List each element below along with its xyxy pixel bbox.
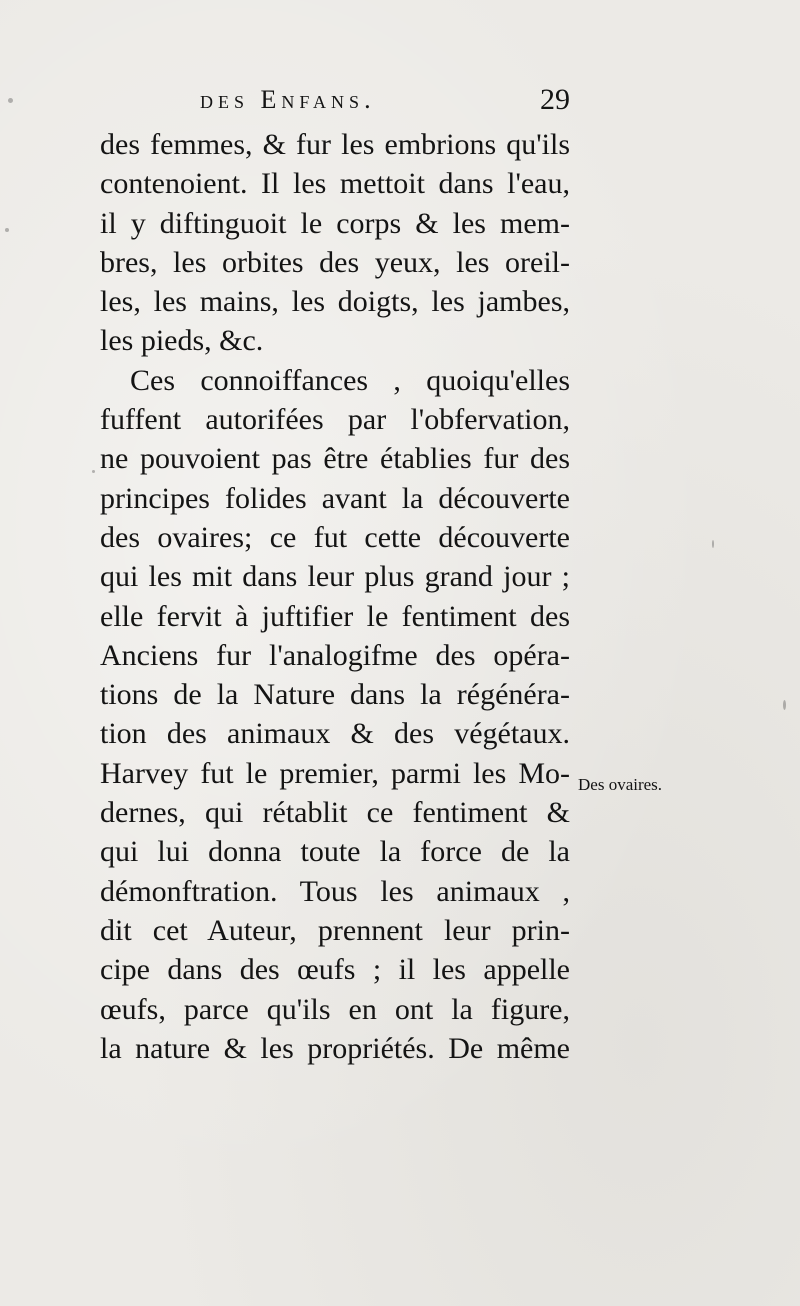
text-line: les pieds, &c. xyxy=(100,324,264,358)
text-line: fuffent autorifées par l'obfervation, xyxy=(100,403,570,437)
text-line: des ovaires; ce fut cette découverte xyxy=(100,520,570,554)
text-line: il y diftinguoit le corps & les mem- xyxy=(100,206,570,240)
text-line: tion des animaux & des végétaux. xyxy=(100,717,570,751)
text-line: dit cet Auteur, prennent leur prin- xyxy=(100,913,570,947)
text-line: elle fervit à juftifier le fentiment des xyxy=(100,599,570,633)
text-line: ne pouvoient pas être établies fur des xyxy=(100,442,570,476)
page-number: 29 xyxy=(540,83,570,116)
text-line: la nature & les propriétés. De même xyxy=(100,1031,570,1065)
text-line: Anciens fur l'analogifme des opéra- xyxy=(100,638,570,672)
body-text xyxy=(100,125,570,1068)
text-line: principes folides avant la découverte xyxy=(100,481,570,515)
text-line: démonftration. Tous les animaux , xyxy=(100,874,570,908)
text-line: contenoient. Il les mettoit dans l'eau, xyxy=(100,167,570,201)
page-header xyxy=(200,80,570,120)
text-line: des femmes, & fur les embrions qu'ils xyxy=(100,128,570,161)
paper-speck xyxy=(712,540,714,548)
margin-note: Des ovaires. xyxy=(578,775,663,794)
paper-speck xyxy=(92,470,95,473)
text-line: bres, les orbites des yeux, les oreil- xyxy=(100,245,570,279)
paper-speck xyxy=(5,228,9,232)
paper-speck xyxy=(8,98,13,103)
text-line: Harvey fut le premier, parmi les Mo- xyxy=(100,756,570,790)
running-head: des Enfans. xyxy=(200,85,376,114)
text-line: qui lui donna toute la force de la xyxy=(100,835,570,869)
text-line: œufs, parce qu'ils en ont la figure, xyxy=(100,992,570,1026)
text-line: cipe dans des œufs ; il les appelle xyxy=(100,953,570,987)
paper-speck xyxy=(783,700,786,710)
paragraph-start-line: Ces connoiffances , quoiqu'elles xyxy=(130,363,570,397)
text-line: les, les mains, les doigts, les jambes, xyxy=(100,285,570,319)
text-line: dernes, qui rétablit ce fentiment & xyxy=(100,796,570,830)
text-line: qui les mit dans leur plus grand jour ; xyxy=(100,560,570,594)
text-line: tions de la Nature dans la régénéra- xyxy=(100,678,570,712)
